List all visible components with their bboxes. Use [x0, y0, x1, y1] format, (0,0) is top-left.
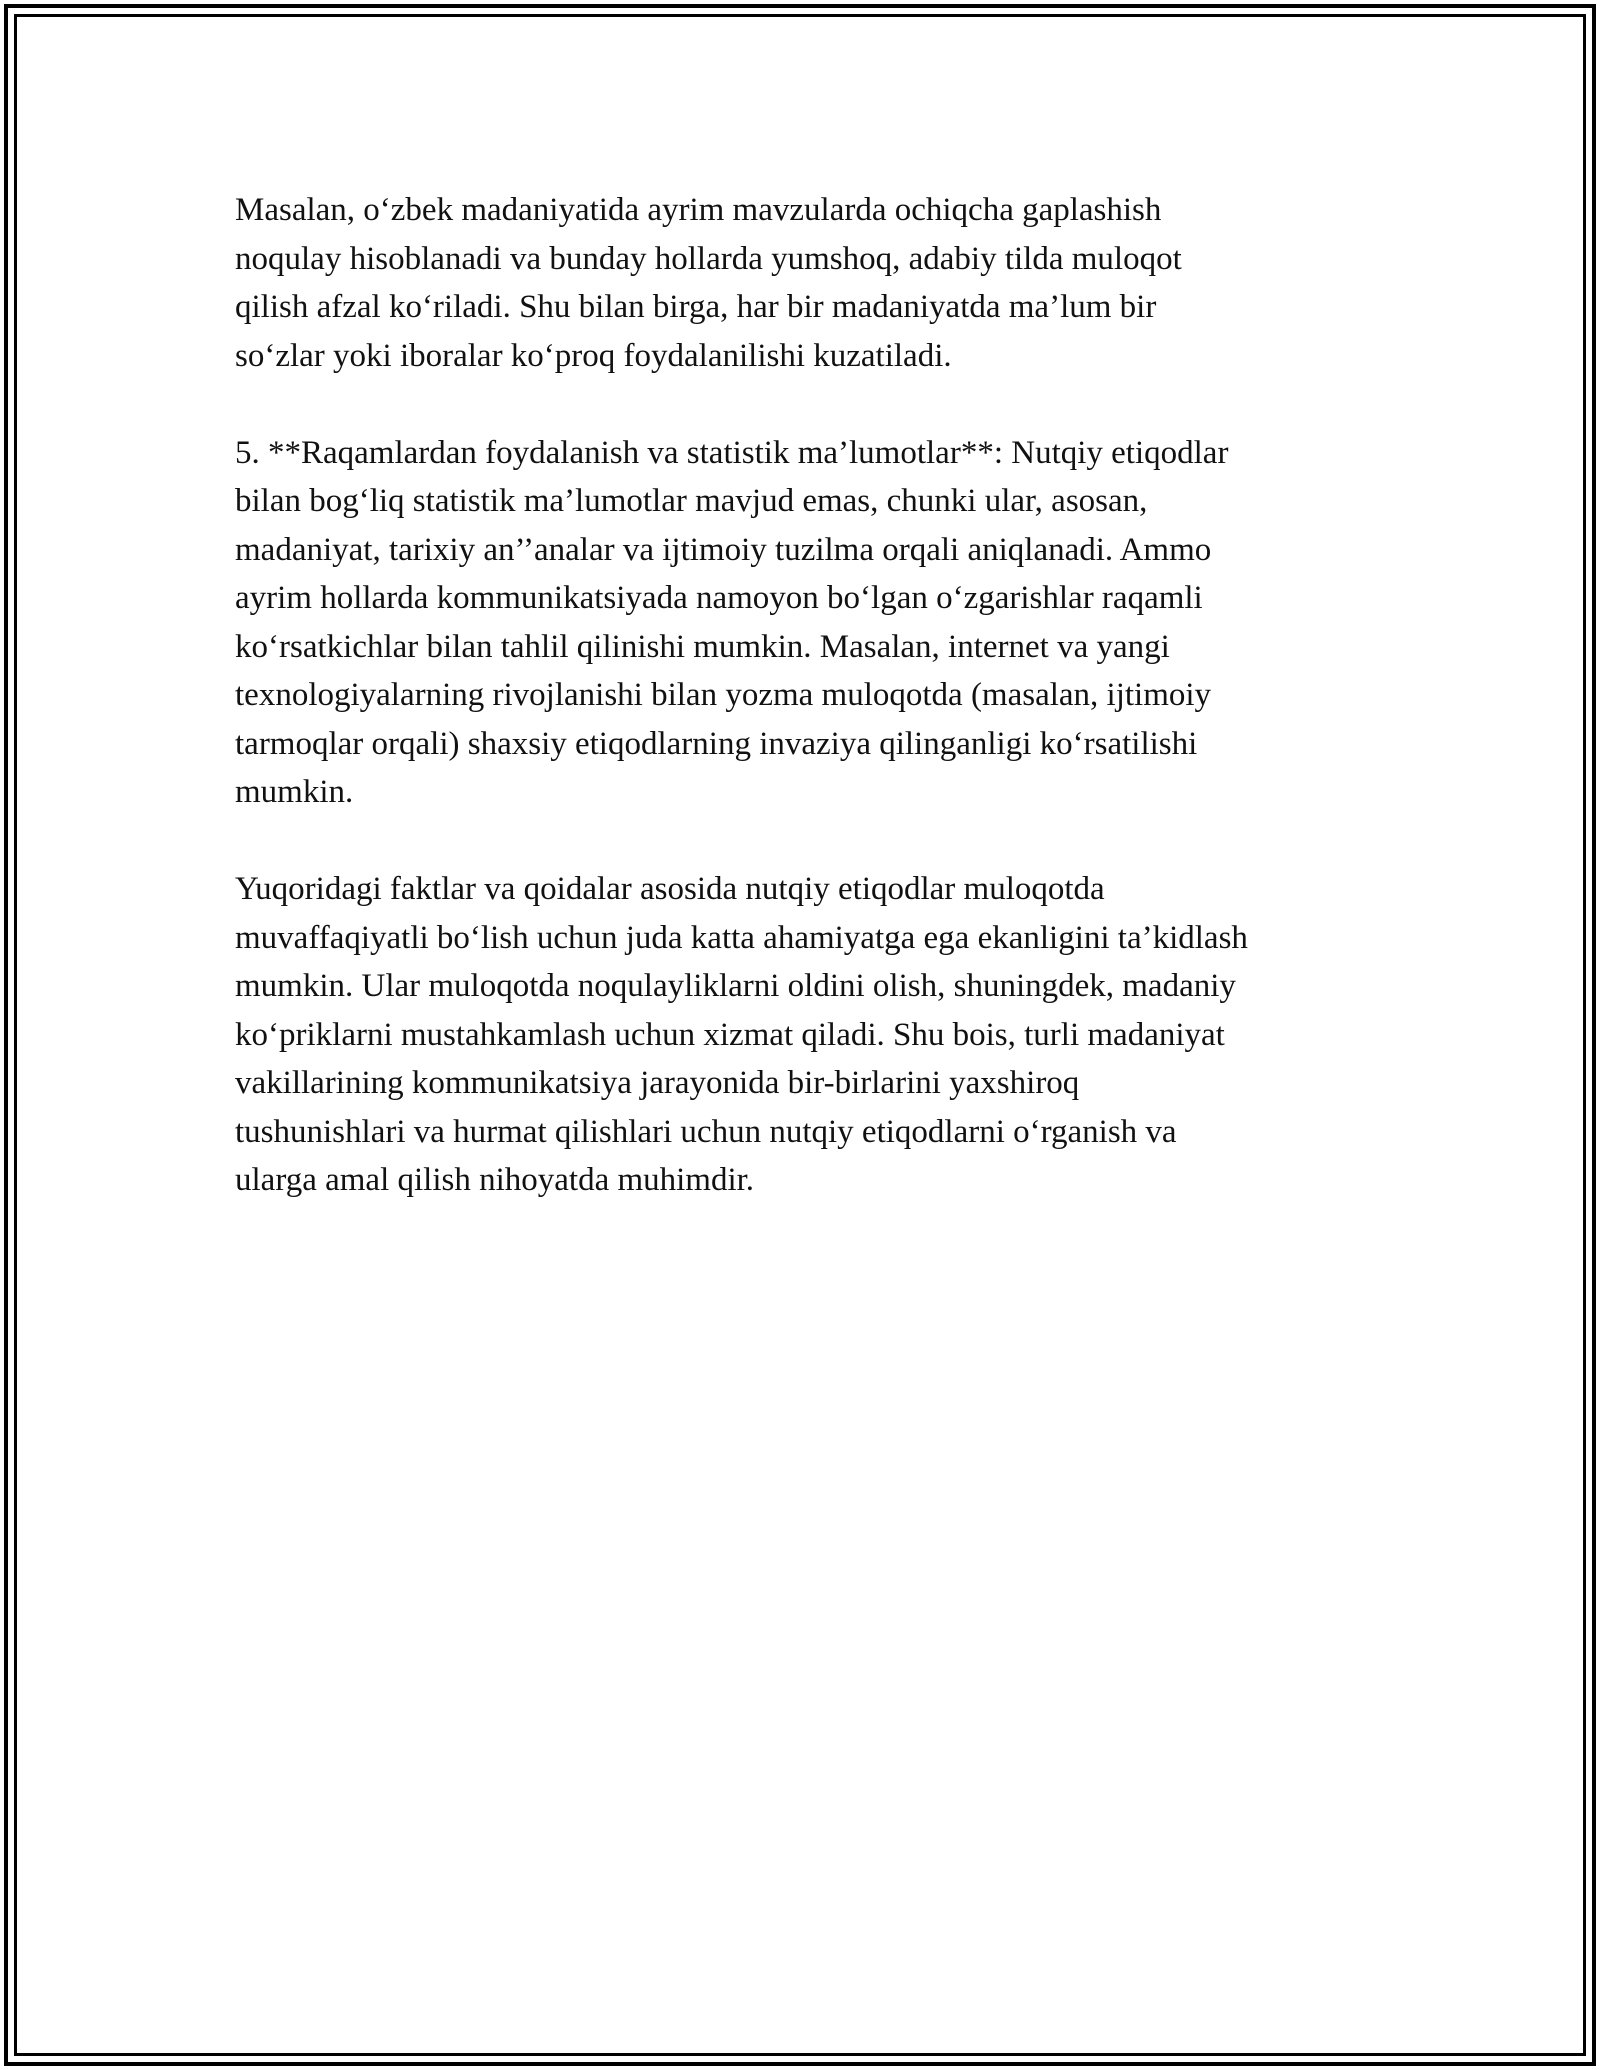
paragraph-3 — [235, 865, 1375, 1205]
text-line: noqulay hisoblanadi va bunday hollarda yumshoq, adabiy tilda muloqot — [235, 240, 1182, 277]
text-line: ko‘priklarni mustahkamlash uchun xizmat qiladi. Shu bois, turli madaniyat — [235, 1016, 1225, 1053]
text-line: Masalan, o‘zbek madaniyatida ayrim mavzularda ochiqcha gaplashish — [235, 192, 1162, 228]
text-line: tarmoqlar orqali) shaxsiy etiqodlarning invaziya qilinganligi ko‘rsatilishi — [235, 725, 1198, 762]
paragraph-2 — [235, 429, 1375, 817]
text-line: tushunishlari va hurmat qilishlari uchun nutqiy etiqodlarni o‘rganish va — [235, 1113, 1177, 1150]
text-line: mumkin. — [235, 774, 354, 810]
text-line: madaniyat, tarixiy an’’analar va ijtimoiy tuzilma orqali aniqlanadi. Ammo — [235, 531, 1212, 568]
text-line: bilan bog‘liq statistik ma’lumotlar mavjud emas, chunki ular, asosan, — [235, 483, 1148, 519]
text-line: Yuqoridagi faktlar va qoidalar asosida nutqiy etiqodlar muloqotda — [235, 871, 1105, 907]
text-line: ularga amal qilish nihoyatda muhimdir. — [235, 1162, 755, 1198]
paragraph-1 — [235, 186, 1375, 380]
text-line: qilish afzal ko‘riladi. Shu bilan birga, har bir madaniyatda ma’lum bir — [235, 289, 1157, 325]
text-line: so‘zlar yoki iboralar ko‘proq foydalanilishi kuzatiladi. — [235, 337, 952, 374]
text-line: ko‘rsatkichlar bilan tahlil qilinishi mumkin. Masalan, internet va yangi — [235, 628, 1170, 665]
text-line: vakillarining kommunikatsiya jarayonida bir-birlarini yaxshiroq — [235, 1065, 1080, 1101]
text-line: mumkin. Ular muloqotda noqulayliklarni oldini olish, shuningdek, madaniy — [235, 968, 1236, 1004]
text-line: 5. **Raqamlardan foydalanish va statistik ma’lumotlar**: Nutqiy etiqodlar — [235, 434, 1229, 471]
document-body — [235, 186, 1375, 1253]
text-line: texnologiyalarning rivojlanishi bilan yozma muloqotda (masalan, ijtimoiy — [235, 677, 1212, 713]
text-line: muvaffaqiyatli bo‘lish uchun juda katta ahamiyatga ega ekanligini ta’kidlash — [235, 919, 1248, 956]
text-line: ayrim hollarda kommunikatsiyada namoyon bo‘lgan o‘zgarishlar raqamli — [235, 580, 1203, 616]
